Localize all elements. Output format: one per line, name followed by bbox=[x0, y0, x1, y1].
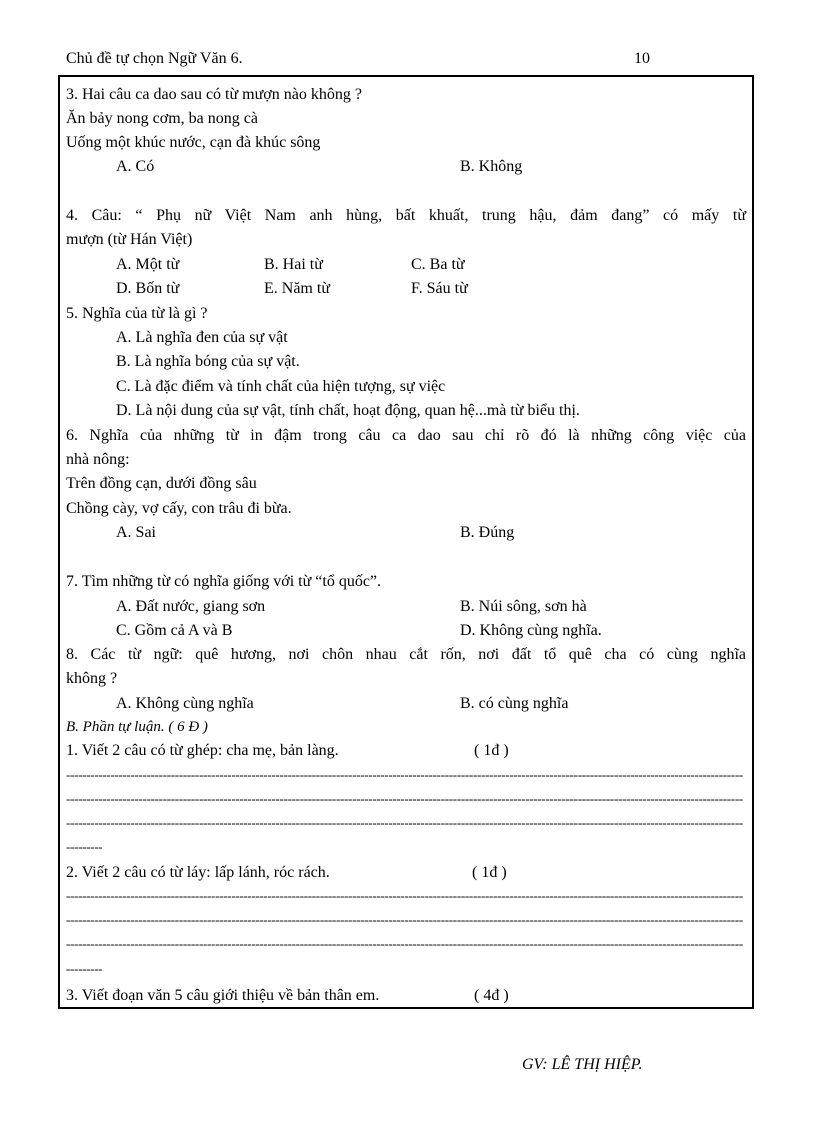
q7-option-b: B. Núi sông, sơn hà bbox=[460, 598, 587, 615]
q4-stem-line-1: 4. Câu: “ Phụ nữ Việt Nam anh hùng, bất khuất, trung hậu, đảm đang” có mấy từ bbox=[66, 207, 746, 224]
q6-option-a: A. Sai bbox=[116, 524, 156, 541]
q4-option-e: E. Năm từ bbox=[264, 280, 330, 297]
q3-verse-line-2: Uống một khúc nước, cạn đà khúc sông bbox=[66, 134, 321, 151]
q4-option-c: C. Ba từ bbox=[411, 256, 465, 273]
q4-option-f: F. Sáu từ bbox=[411, 280, 468, 297]
q4-option-a: A. Một từ bbox=[116, 256, 180, 273]
q7-option-d: D. Không cùng nghĩa. bbox=[460, 622, 602, 639]
q8-stem-line-1: 8. Các từ ngữ: quê hương, nơi chôn nhau cắt rốn, nơi đất tổ quê cha có cùng nghĩa bbox=[66, 646, 746, 663]
essay-1-points: ( 1đ ) bbox=[474, 742, 509, 759]
essay-2-prompt: 2. Viết 2 câu có từ láy: lấp lánh, róc rách. bbox=[66, 864, 330, 881]
header-title: Chủ đề tự chọn Ngữ Văn 6. bbox=[66, 50, 243, 67]
essay-3-prompt: 3. Viết đoạn văn 5 câu giới thiệu về bản thân em. bbox=[66, 987, 380, 1004]
answer-line-short: --------- bbox=[66, 961, 103, 976]
q4-stem-line-2: mượn (từ Hán Việt) bbox=[66, 231, 193, 248]
q5-option-b: B. Là nghĩa bóng của sự vật. bbox=[116, 353, 300, 370]
q7-option-c: C. Gồm cả A và B bbox=[116, 622, 233, 639]
q8-option-a: A. Không cùng nghĩa bbox=[116, 695, 254, 712]
q3-option-a: A. Có bbox=[116, 158, 155, 175]
q4-option-d: D. Bốn từ bbox=[116, 280, 180, 297]
q3-option-b: B. Không bbox=[460, 158, 523, 175]
answer-line: ------------------------------------------------------------------------------------------------------------------------------------------------------------------------ bbox=[66, 791, 743, 806]
q5-option-c: C. Là đặc điểm và tính chất của hiện tượng, sự việc bbox=[116, 378, 446, 395]
q4-option-b: B. Hai từ bbox=[264, 256, 323, 273]
answer-line-short: --------- bbox=[66, 839, 103, 854]
q5-option-d: D. Là nội dung của sự vật, tính chất, hoạt động, quan hệ...mà từ biểu thị. bbox=[116, 402, 580, 419]
part-b-title: B. Phần tự luận. ( 6 Đ ) bbox=[66, 719, 208, 735]
q6-verse-line-2: Chồng cày, vợ cấy, con trâu đi bừa. bbox=[66, 500, 292, 517]
q6-option-b: B. Đúng bbox=[460, 524, 515, 541]
answer-line: ------------------------------------------------------------------------------------------------------------------------------------------------------------------------ bbox=[66, 912, 743, 927]
essay-2-points: ( 1đ ) bbox=[472, 864, 507, 881]
q6-stem-line-2: nhà nông: bbox=[66, 451, 130, 468]
answer-line: ------------------------------------------------------------------------------------------------------------------------------------------------------------------------ bbox=[66, 936, 743, 951]
q8-option-b: B. có cùng nghĩa bbox=[460, 695, 569, 712]
q8-stem-line-2: không ? bbox=[66, 670, 118, 687]
page-number: 10 bbox=[634, 50, 650, 67]
answer-line: ------------------------------------------------------------------------------------------------------------------------------------------------------------------------ bbox=[66, 888, 743, 903]
answer-line: ------------------------------------------------------------------------------------------------------------------------------------------------------------------------ bbox=[66, 767, 743, 782]
q3-stem: 3. Hai câu ca dao sau có từ mượn nào không ? bbox=[66, 86, 362, 103]
q6-verse-line-1: Trên đồng cạn, dưới đồng sâu bbox=[66, 475, 257, 492]
teacher-signature: GV: LÊ THỊ HIỆP. bbox=[522, 1056, 643, 1073]
essay-3-points: ( 4đ ) bbox=[474, 987, 509, 1004]
essay-1-prompt: 1. Viết 2 câu có từ ghép: cha mẹ, bản làng. bbox=[66, 742, 339, 759]
q7-option-a: A. Đất nước, giang sơn bbox=[116, 598, 266, 615]
q6-stem-line-1: 6. Nghĩa của những từ in đậm trong câu ca dao sau chỉ rõ đó là những công việc của bbox=[66, 427, 746, 444]
answer-line: ------------------------------------------------------------------------------------------------------------------------------------------------------------------------ bbox=[66, 815, 743, 830]
q3-verse-line-1: Ăn bảy nong cơm, ba nong cà bbox=[66, 110, 258, 127]
q5-stem: 5. Nghĩa của từ là gì ? bbox=[66, 305, 208, 322]
q7-stem: 7. Tìm những từ có nghĩa giống với từ “tổ quốc”. bbox=[66, 573, 382, 590]
q5-option-a: A. Là nghĩa đen của sự vật bbox=[116, 329, 288, 346]
